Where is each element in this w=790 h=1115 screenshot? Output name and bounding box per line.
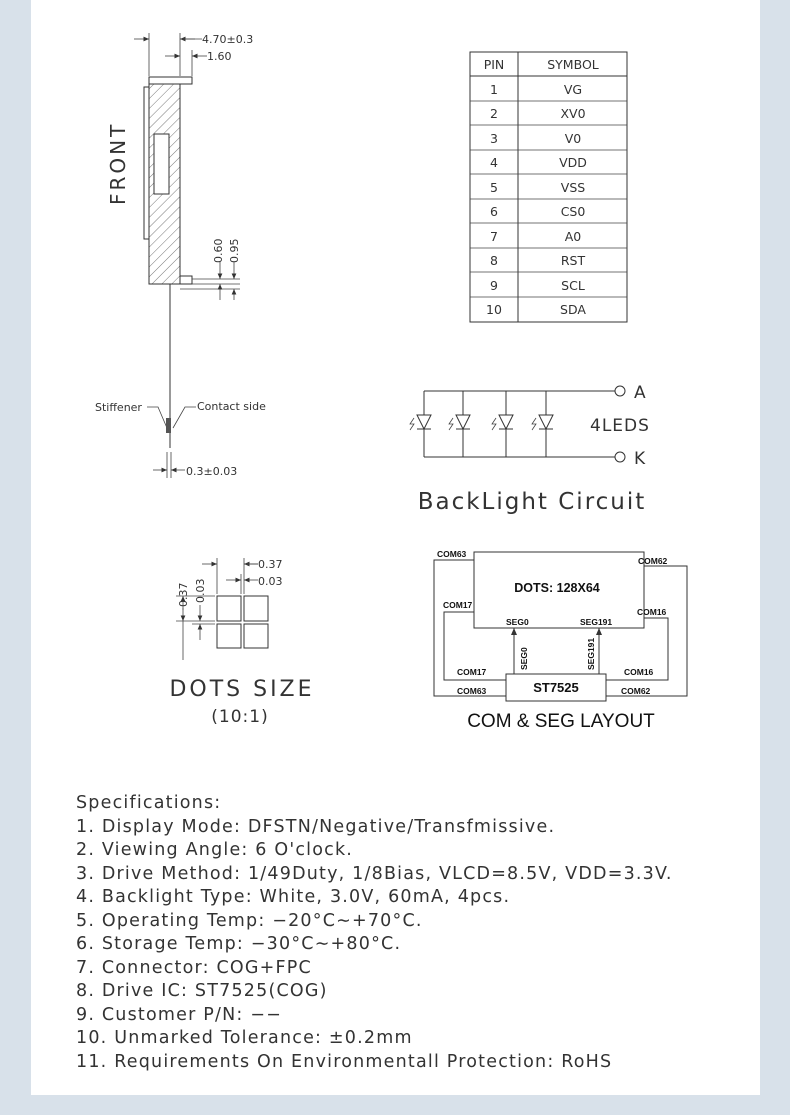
com-seg-title: COM & SEG LAYOUT [467, 711, 655, 732]
pin-symbol: VDD [559, 155, 587, 170]
anode-label: A [634, 383, 646, 403]
pin-symbol: V0 [564, 131, 582, 146]
dots-size-title: DOTS SIZE [169, 677, 315, 702]
dots-resolution: DOTS: 128X64 [514, 581, 600, 595]
side-view [95, 33, 266, 478]
dot-gap-h: 0.03 [258, 575, 283, 588]
led-1 [410, 391, 431, 457]
pin-number: 7 [490, 229, 498, 244]
spec-item: 2. Viewing Angle: 6 O'clock. [76, 840, 354, 860]
pin-symbol: SDA [560, 302, 586, 317]
spec-item: 11. Requirements On Environmentall Protection: RoHS [76, 1051, 613, 1072]
pin-number: 3 [490, 131, 498, 146]
com17-bottom-label: COM17 [457, 667, 487, 677]
pin-number: 6 [490, 204, 498, 219]
pin-symbol: VG [563, 82, 583, 97]
spec-item: 8. Drive IC: ST7525(COG) [76, 981, 328, 1001]
spec-item: 4. Backlight Type: White, 3.0V, 60mA, 4pcs. [76, 887, 511, 907]
pin-number: 10 [486, 302, 502, 317]
pin-symbol: A0 [564, 229, 582, 244]
pin-symbol: XV0 [560, 106, 586, 121]
com-seg-layout [434, 549, 687, 732]
seg191-vertical-label: SEG191 [586, 637, 596, 670]
spec-item: 1. Display Mode: DFSTN/Negative/Transfmissive. [76, 816, 556, 837]
led-4 [532, 391, 553, 457]
com63-bottom-label: COM63 [457, 686, 487, 696]
dot-pitch-v: 0.37 [177, 582, 190, 607]
dot-gap-v: 0.03 [194, 578, 207, 603]
spec-item: 7. Connector: COG+FPC [76, 957, 312, 978]
pin-table [470, 52, 627, 322]
com62-bottom-label: COM62 [621, 686, 651, 696]
pin-header: PIN [483, 57, 505, 72]
pin-symbol: SCL [561, 278, 585, 293]
front-label: FRONT [106, 121, 130, 205]
com17-side-label: COM17 [443, 600, 473, 610]
dot-pitch-h: 0.37 [258, 558, 283, 571]
seg0-label: SEG0 [506, 617, 529, 627]
specifications [76, 792, 766, 1074]
contact-side-label: Contact side [197, 400, 266, 413]
pin-number: 9 [490, 278, 498, 293]
specs-title: Specifications: [76, 793, 222, 813]
dim-095: 0.95 [228, 238, 241, 263]
dim-060: 0.60 [212, 238, 225, 263]
pin-number: 5 [490, 180, 498, 195]
com62-top-label: COM62 [638, 556, 668, 566]
dim-total-thickness: 4.70±0.3 [202, 33, 254, 46]
dots-size [169, 558, 314, 727]
seg191-label: SEG191 [580, 617, 613, 627]
com16-side-label: COM16 [637, 607, 667, 617]
backlight-title: BackLight Circuit [417, 489, 647, 515]
pin-number: 1 [490, 82, 498, 97]
led-count-label: 4LEDS [590, 416, 650, 436]
dim-glass-thickness: 1.60 [207, 50, 232, 63]
driver-ic-label: ST7525 [533, 680, 579, 695]
pin-symbol: VSS [560, 180, 586, 195]
pin-symbol: CS0 [560, 204, 586, 219]
pin-number: 2 [490, 106, 498, 121]
pin-number: 8 [490, 253, 498, 268]
pin-number: 4 [490, 155, 498, 170]
cathode-label: K [634, 449, 646, 469]
stiffener-label: Stiffener [95, 401, 142, 414]
led-2 [449, 391, 470, 457]
seg0-vertical-label: SEG0 [519, 647, 529, 670]
spec-item: 6. Storage Temp: −30°C∼+80°C. [76, 934, 402, 954]
com63-top-label: COM63 [437, 549, 467, 559]
spec-item: 5. Operating Temp: −20°C∼+70°C. [76, 910, 423, 931]
backlight-circuit [410, 383, 650, 515]
led-3 [492, 391, 513, 457]
spec-item: 10. Unmarked Tolerance: ±0.2mm [76, 1028, 413, 1048]
com16-bottom-label: COM16 [624, 667, 654, 677]
pin-symbol: RST [560, 253, 586, 268]
fpc-thickness-dim: 0.3±0.03 [186, 465, 238, 478]
spec-item: 9. Customer P/N: −− [76, 1004, 282, 1025]
dots-size-scale: (10:1) [211, 707, 269, 727]
symbol-header: SYMBOL [547, 57, 599, 72]
spec-item: 3. Drive Method: 1/49Duty, 1/8Bias, VLCD=8.5V, VDD=3.3V. [76, 863, 673, 884]
